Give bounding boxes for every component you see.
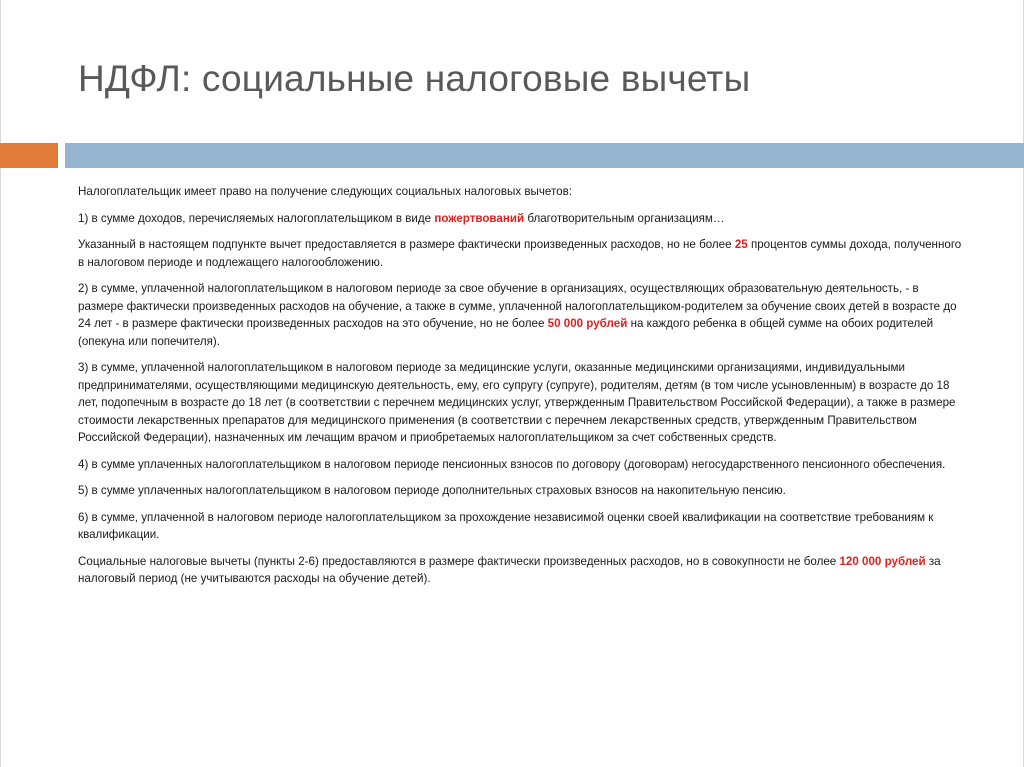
paragraph-summary xyxy=(78,553,962,588)
text: 2) в сумме, уплаченной налогоплательщиком в налоговом периоде за свое обучение в организациях, осуществляющих образовательную деятельность, - в размере фактически произведенных расходов на обучение, а также в сумме, уплаченной налогоплательщиком-родителем за обучение своих детей в возрасте до 24 лет - в размере фактически произведенных расходов на это обучение, но не более xyxy=(78,282,957,330)
text: 1) в сумме доходов, перечисляемых налогоплательщиком в виде xyxy=(78,211,435,225)
highlight-50000: 50 000 рублей xyxy=(547,317,628,330)
text: Социальные налоговые вычеты (пункты 2-6) предоставляются в размере фактически произведенных расходов, но в совокупности не более xyxy=(78,554,840,568)
paragraph-item-4: 4) в сумме уплаченных налогоплательщиком в налоговом периоде пенсионных взносов по договору (договорам) негосударственного пенсионного обеспечения. xyxy=(78,457,946,471)
highlight-25-percent: 25 xyxy=(734,238,748,251)
accent-bar-orange xyxy=(0,143,58,168)
paragraph-item-1 xyxy=(78,210,962,228)
paragraph-item-5: 5) в сумме уплаченных налогоплательщиком в налоговом периоде дополнительных страховых взносов на накопительную пенсию. xyxy=(78,484,786,497)
slide-title: НДФЛ: социальные налоговые вычеты xyxy=(78,58,751,99)
highlight-120000: 120 000 рублей xyxy=(839,554,926,568)
text: Указанный в настоящем подпункте вычет предоставляется в размере фактически произведенных расходов, но не более xyxy=(78,238,735,251)
slide-body xyxy=(78,183,962,597)
paragraph-item-1-limit xyxy=(78,236,962,271)
highlight-donations: пожертвований xyxy=(434,211,525,225)
paragraph-intro: Налогоплательщик имеет право на получение следующих социальных налоговых вычетов: xyxy=(78,185,572,198)
text: благотворительным организациям… xyxy=(524,211,725,225)
paragraph-item-2 xyxy=(78,280,962,350)
slide-left-border xyxy=(0,0,1,767)
paragraph-item-6: 6) в сумме, уплаченной в налоговом периоде налогоплательщиком за прохождение независимой оценки своей квалификации на соответствие требованиям к квалификации. xyxy=(78,510,934,541)
text: за налоговый период (не учитываются расходы на обучение детей). xyxy=(78,554,941,585)
text: процентов суммы дохода, полученного в налоговом периоде и подлежащего налогообложению. xyxy=(78,238,962,269)
paragraph-item-3: 3) в сумме, уплаченной налогоплательщиком в налоговом периоде за медицинские услуги, оказанные медицинскими организациями, индивидуальными предпринимателями, осуществляющими медицинскую деятельность, ему, его супругу (супруге), родителям, детям (в том числе усыновленным) в возрасте до 18 лет, подопечным в возрасте до 18 лет (в соответствии с перечнем медицинских услуг, утвержденным Правительством Российской Федерации), а также в размере стоимости лекарственных препаратов для медицинского применения (в соответствии с перечнем лекарственных средств, утвержденным Правительством Российской Федерации), назначенных им лечащим врачом и приобретаемых налогоплательщиком за счет собственных средств. xyxy=(78,361,956,444)
accent-bar-blue xyxy=(65,143,1024,168)
text: на каждого ребенка в общей сумме на обоих родителей (опекуна или попечителя). xyxy=(78,317,934,348)
